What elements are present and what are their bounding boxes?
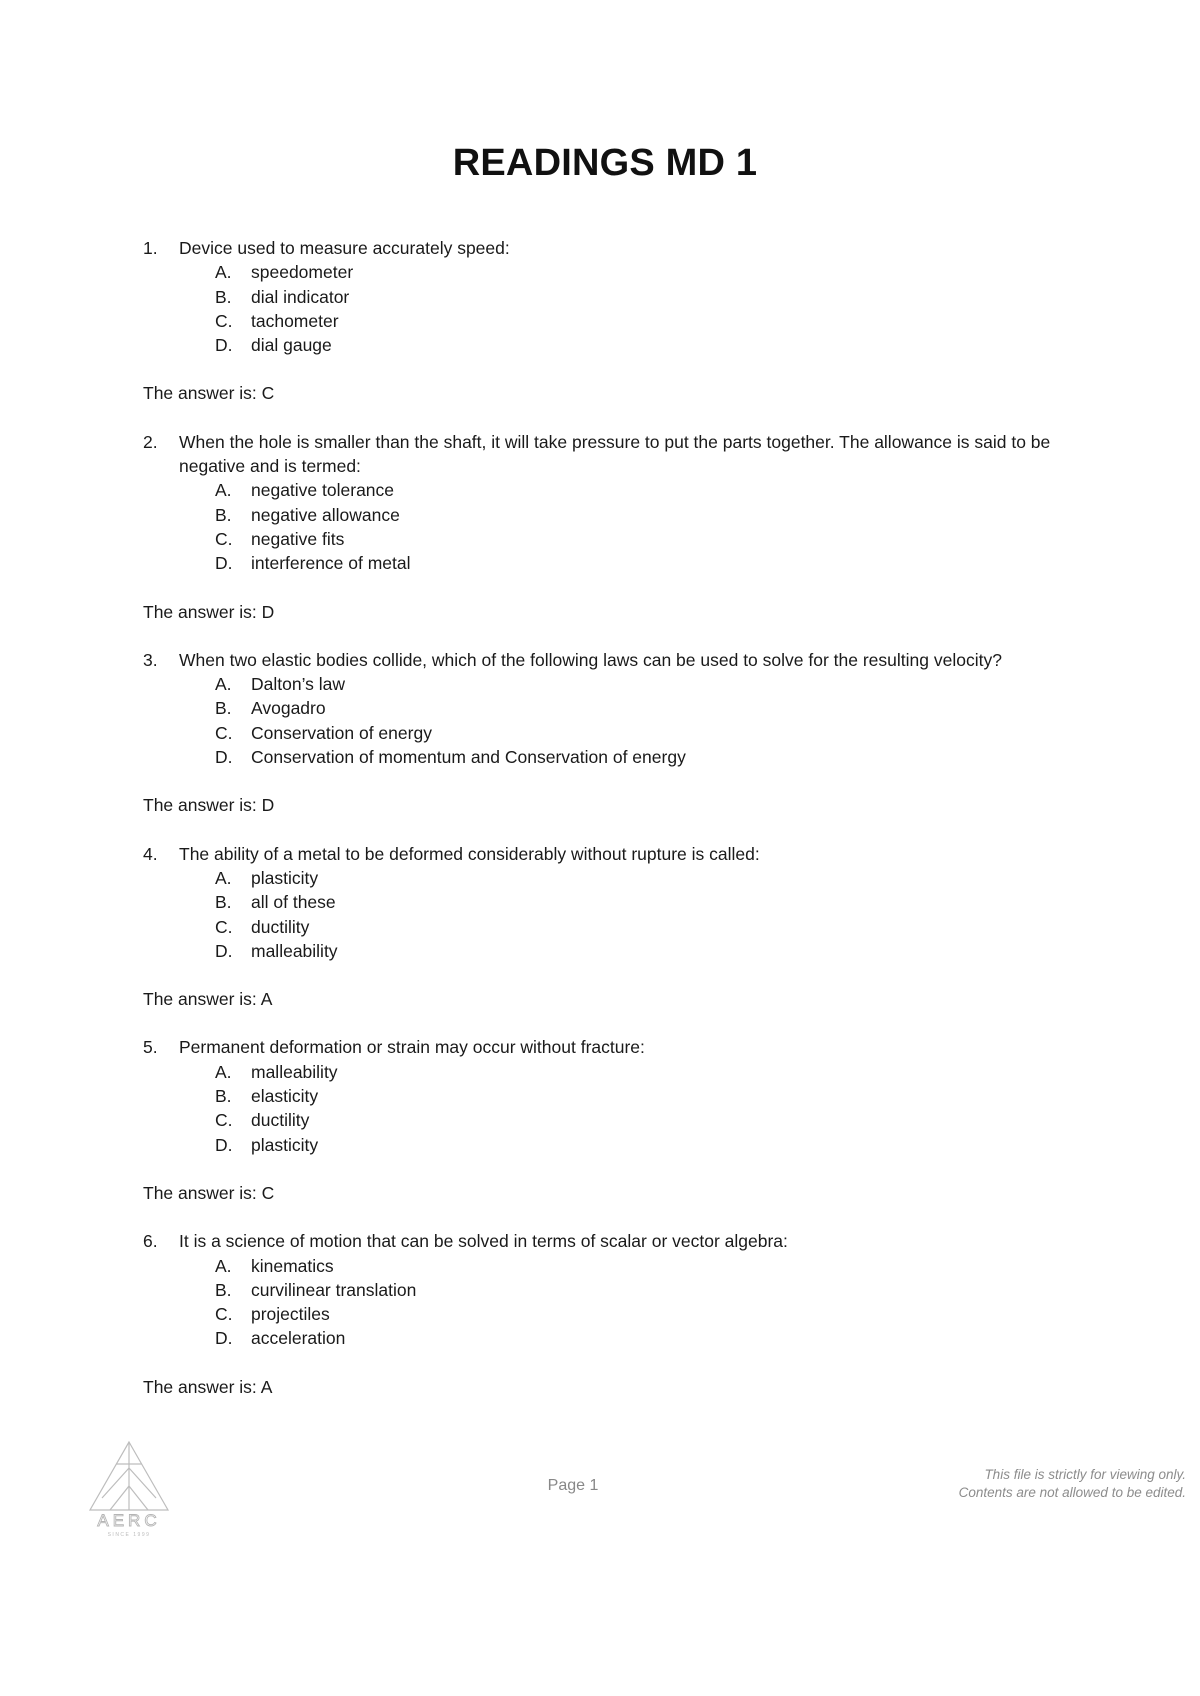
option-c: [215, 1108, 1083, 1132]
question-number: 4.: [143, 843, 158, 864]
option-letter: C.: [215, 722, 233, 743]
option-list: [143, 1060, 1083, 1157]
answer-line: The answer is: C: [143, 1182, 275, 1203]
option-c: [215, 309, 1083, 333]
answer-line: The answer is: D: [143, 601, 275, 622]
disclaimer-line-1: This file is strictly for viewing only.: [984, 1467, 1186, 1482]
option-letter: A.: [215, 262, 232, 283]
option-letter: C.: [215, 916, 233, 937]
question-stem: [143, 430, 1083, 479]
question-text: Permanent deformation or strain may occur without fracture:: [179, 1037, 645, 1058]
option-letter: B.: [215, 1086, 232, 1107]
option-letter: C.: [215, 310, 233, 331]
option-text: negative tolerance: [251, 480, 395, 501]
option-a: [215, 478, 1083, 502]
option-letter: C.: [215, 1110, 233, 1131]
option-text: speedometer: [251, 262, 354, 283]
disclaimer-line-2: Contents are not allowed to be edited.: [958, 1485, 1186, 1500]
question-5: [143, 1035, 1083, 1205]
option-letter: A.: [215, 867, 232, 888]
page-number: Page 1: [547, 1477, 599, 1494]
option-d: [215, 745, 1083, 769]
question-text: When the hole is smaller than the shaft, it will take pressure to put the parts together. The allowance is said to be negative and is termed:: [179, 431, 1051, 477]
option-text: kinematics: [251, 1255, 334, 1276]
option-text: plasticity: [251, 867, 319, 888]
question-number: 6.: [143, 1231, 158, 1252]
option-letter: B.: [215, 1279, 232, 1300]
option-text: malleability: [251, 1061, 338, 1082]
answer-line: The answer is: A: [143, 1376, 273, 1397]
question-stem: [143, 648, 1083, 672]
option-a: [215, 1254, 1083, 1278]
option-list: [143, 1254, 1083, 1351]
option-text: Conservation of energy: [251, 722, 432, 743]
option-list: [143, 478, 1083, 575]
question-text: When two elastic bodies collide, which of the following laws can be used to solve for the resulting velocity?: [179, 649, 1002, 670]
option-list: [143, 672, 1083, 769]
option-b: [215, 285, 1083, 309]
option-c: [215, 721, 1083, 745]
option-b: [215, 890, 1083, 914]
option-letter: B.: [215, 286, 232, 307]
question-number: 2.: [143, 431, 158, 452]
option-letter: D.: [215, 335, 233, 356]
option-text: elasticity: [251, 1086, 319, 1107]
option-a: [215, 1060, 1083, 1084]
answer-line: The answer is: A: [143, 989, 273, 1010]
option-b: [215, 503, 1083, 527]
option-text: tachometer: [251, 310, 339, 331]
disclaimer: [786, 1466, 1186, 1502]
option-letter: D.: [215, 747, 233, 768]
question-text: It is a science of motion that can be solved in terms of scalar or vector algebra:: [179, 1231, 788, 1252]
logo-text: AERC: [97, 1511, 161, 1530]
option-text: ductility: [251, 916, 310, 937]
question-number: 1.: [143, 238, 158, 258]
option-letter: A.: [215, 480, 232, 501]
option-text: ductility: [251, 1110, 310, 1131]
option-text: all of these: [251, 892, 336, 913]
question-stem: [143, 1229, 1083, 1253]
option-c: [215, 527, 1083, 551]
question-stem: [143, 842, 1083, 866]
option-text: negative allowance: [251, 504, 400, 525]
option-letter: C.: [215, 528, 233, 549]
question-list: [143, 236, 1083, 1423]
option-text: acceleration: [251, 1328, 346, 1349]
question-number: 3.: [143, 649, 158, 670]
option-text: Dalton’s law: [251, 674, 346, 695]
option-d: [215, 1133, 1083, 1157]
option-b: [215, 1278, 1083, 1302]
option-b: [215, 1084, 1083, 1108]
option-c: [215, 1302, 1083, 1326]
page-title: READINGS MD 1: [452, 142, 758, 184]
question-stem: [143, 236, 1083, 260]
logo-subtext: SINCE 1999: [107, 1532, 151, 1538]
option-letter: A.: [215, 674, 232, 695]
option-letter: D.: [215, 1328, 233, 1349]
question-text: The ability of a metal to be deformed considerably without rupture is called:: [179, 843, 760, 864]
question-2: [143, 430, 1083, 624]
option-text: malleability: [251, 940, 338, 961]
option-letter: C.: [215, 1304, 233, 1325]
option-letter: A.: [215, 1061, 232, 1082]
option-text: dial indicator: [251, 286, 350, 307]
option-text: Avogadro: [251, 698, 326, 719]
option-list: [143, 866, 1083, 963]
question-number: 5.: [143, 1037, 158, 1058]
option-d: [215, 551, 1083, 575]
option-text: projectiles: [251, 1304, 330, 1325]
option-text: dial gauge: [251, 335, 332, 356]
question-4: [143, 842, 1083, 1012]
option-letter: B.: [215, 892, 232, 913]
question-stem: [143, 1035, 1083, 1059]
question-text: Device used to measure accurately speed:: [179, 238, 510, 258]
option-a: [215, 260, 1083, 284]
option-list: [143, 260, 1083, 357]
answer-line: The answer is: C: [143, 383, 275, 404]
option-letter: A.: [215, 1255, 232, 1276]
option-a: [215, 866, 1083, 890]
option-c: [215, 915, 1083, 939]
option-a: [215, 672, 1083, 696]
option-text: curvilinear translation: [251, 1279, 417, 1300]
option-d: [215, 939, 1083, 963]
option-text: interference of metal: [251, 553, 411, 574]
option-d: [215, 1326, 1083, 1350]
option-letter: D.: [215, 1134, 233, 1155]
answer-line: The answer is: D: [143, 795, 275, 816]
option-text: negative fits: [251, 528, 345, 549]
option-text: Conservation of momentum and Conservation of energy: [251, 747, 686, 768]
option-letter: B.: [215, 504, 232, 525]
option-b: [215, 696, 1083, 720]
option-d: [215, 333, 1083, 357]
question-3: [143, 648, 1083, 818]
question-6: [143, 1229, 1083, 1399]
option-letter: D.: [215, 553, 233, 574]
option-letter: D.: [215, 940, 233, 961]
question-1: [143, 236, 1083, 406]
option-letter: B.: [215, 698, 232, 719]
option-text: plasticity: [251, 1134, 319, 1155]
